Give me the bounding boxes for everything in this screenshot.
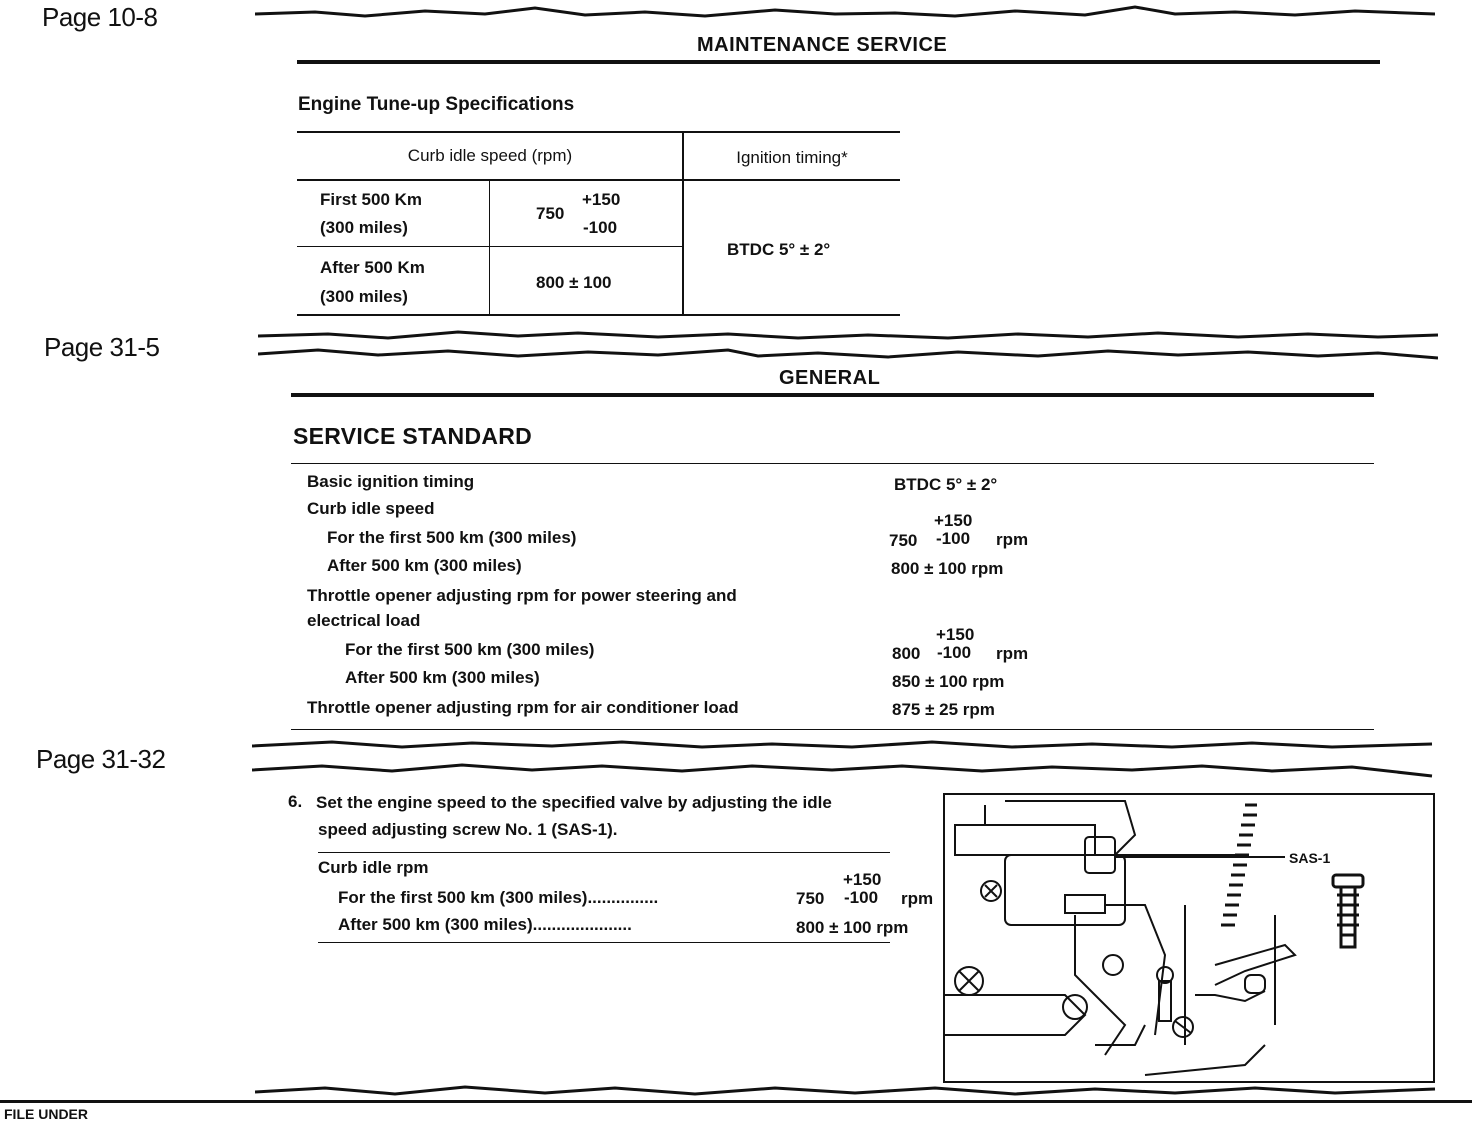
spec-top-line [318,852,890,853]
spec-label: For the first 500 km (300 miles) [345,640,595,659]
spec-title: Curb idle rpm [318,858,429,877]
step-text: Set the engine speed to the specified valve by adjusting the idle [316,793,832,812]
spec-value: BTDC 5° ± 2° [894,475,998,494]
title-rule [291,393,1374,397]
section-title: GENERAL [779,367,881,389]
spec-label: Throttle opener adjusting rpm for power steering and [307,586,737,605]
spec-unit: rpm [996,644,1029,663]
spec-value-plus: +150 [843,870,882,889]
col-header-timing: Ignition timing* [736,148,848,167]
spec-value-base: 750 [796,889,825,908]
footer-rule [0,1100,1472,1103]
spec-row-label: For the first 500 km (300 miles)............... [338,888,659,907]
page-label-31-32: Page 31-32 [36,744,166,774]
spec-label: For the first 500 km (300 miles) [327,528,577,547]
table-title: Engine Tune-up Specifications [298,94,575,115]
spec-unit: rpm [996,530,1029,549]
torn-edge [258,326,1438,366]
spec-label: After 500 km (300 miles) [345,668,540,687]
page-label-10-8: Page 10-8 [42,2,158,32]
table-top-line [297,131,900,133]
table-header-line [297,179,900,181]
spec-value-plus: +150 [936,625,975,644]
idle-value-base: 750 [536,204,565,223]
spec-value-plus: +150 [934,511,973,530]
spec-row-label: After 500 km (300 miles)..................... [338,915,632,934]
spec-label: Curb idle speed [307,499,435,518]
carburetor-illustration [945,795,1433,1081]
spec-bottom-line [318,942,890,943]
spec-value: 800 ± 100 rpm [891,559,1004,578]
title-rule [297,60,1380,64]
table-row-line [297,246,683,247]
page-label-31-5: Page 31-5 [44,332,160,362]
list-top-line [291,463,1374,464]
spec-value-minus: -100 [936,529,971,548]
spec-unit: rpm [901,889,934,908]
col-header-idle: Curb idle speed (rpm) [407,146,573,165]
spec-value-base: 800 [892,644,921,663]
service-standard-heading: SERVICE STANDARD [293,423,533,449]
timing-value: BTDC 5° ± 2° [727,240,831,259]
row-label: (300 miles) [320,218,408,237]
spec-value: 800 ± 100 rpm [796,918,909,937]
section-title: MAINTENANCE SERVICE [697,34,948,56]
spec-label: Throttle opener adjusting rpm for air conditioner load [307,698,739,717]
spec-value: 875 ± 25 rpm [892,700,995,719]
list-bottom-line [291,729,1374,730]
footer-text: FILE UNDER [4,1106,88,1122]
step-text: speed adjusting screw No. 1 (SAS-1). [318,820,618,839]
row-label: After 500 Km [320,258,425,277]
row-label: (300 miles) [320,287,408,306]
table-col-line [489,180,490,315]
table-bottom-line [297,314,900,316]
row-label: First 500 Km [320,190,423,209]
sas-1-label: SAS-1 [1289,850,1331,866]
spec-label: After 500 km (300 miles) [327,556,522,575]
spec-value-base: 750 [889,531,918,550]
spec-label: electrical load [307,611,421,630]
step-number: 6. [288,792,303,811]
spec-label: Basic ignition timing [307,472,475,491]
torn-edge [252,736,1437,782]
spec-value: 850 ± 100 rpm [892,672,1005,691]
idle-value-plus: +150 [582,190,621,209]
idle-value-minus: -100 [583,218,618,237]
carburetor-figure [943,793,1435,1083]
torn-edge [255,2,1435,26]
spec-value-minus: -100 [844,888,879,907]
idle-value: 800 ± 100 [536,273,612,292]
spec-value-minus: -100 [937,643,972,662]
